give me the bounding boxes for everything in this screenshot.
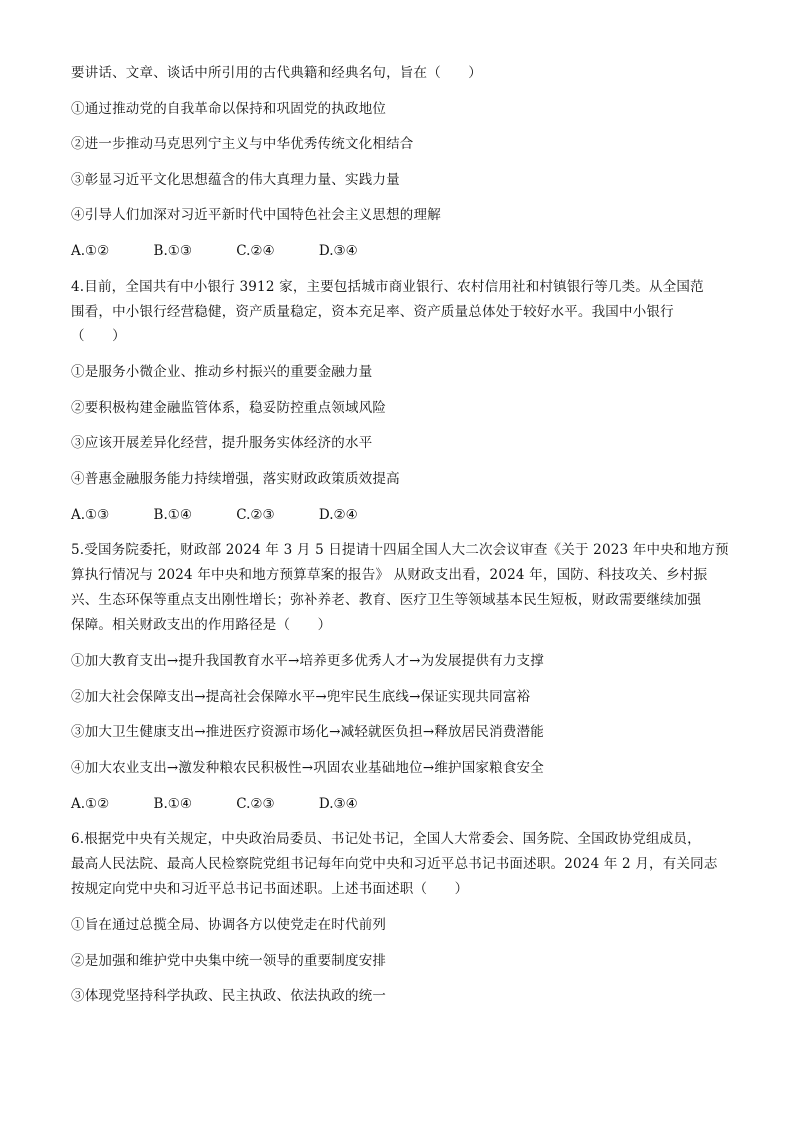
q4-item-2: ②要积极构建金融监管体系，稳妥防控重点领域风险 (71, 400, 387, 416)
q6-stem-line-3: 按规定向党中央和习近平总书记书面述职。上述书面述职（ ） (71, 881, 469, 897)
q6-item-3: ③体现党坚持科学执政、民主执政、依法执政的统一 (71, 988, 387, 1004)
q4-stem-line-3: （ ） (71, 328, 126, 344)
q3-item-2: ②进一步推动马克思列宁主义与中华优秀传统文化相结合 (71, 136, 414, 152)
q3-item-4: ④引导人们加深对习近平新时代中国特色社会主义思想的理解 (71, 207, 441, 223)
q4-option-c: C.②③ (236, 507, 275, 523)
q4-option-a: A.①③ (71, 507, 110, 523)
q6-item-2: ②是加强和维护党中央集中统一领导的重要制度安排 (71, 953, 387, 969)
q5-stem-line-4: 保障。相关财政支出的作用路径是（ ） (71, 617, 332, 633)
q5-option-c: C.②③ (236, 796, 275, 812)
q3-options (71, 242, 398, 260)
q5-stem-line-3: 兴、生态环保等重点支出刚性增长；弥补养老、教育、医疗卫生等领域基本民生短板，财政需要继续加强 (71, 592, 702, 608)
q4-option-b: B.①④ (153, 507, 192, 523)
q4-option-d: D.②④ (318, 507, 358, 523)
q4-options (71, 506, 398, 524)
q6-item-1: ①旨在通过总揽全局、协调各方以使党走在时代前列 (71, 917, 387, 933)
q4-stem-line-2: 围看，中小银行经营稳健，资产质量稳定，资本充足率、资产质量总体处于较好水平。我国中小银行 (71, 304, 674, 320)
q4-stem-line-1: 4.目前，全国共有中小银行 3912 家，主要包括城市商业银行、农村信用社和村镇银行等几类。从全国范 (71, 279, 704, 295)
q5-item-1: ①加大教育支出→提升我国教育水平→培养更多优秀人才→为发展提供有力支撑 (71, 653, 544, 669)
q5-item-3: ③加大卫生健康支出→推进医疗资源市场化→减轻就医负担→释放居民消费潜能 (71, 724, 544, 740)
q3-item-1: ①通过推动党的自我革命以保持和巩固党的执政地位 (71, 101, 387, 117)
q3-option-b: B.①③ (153, 243, 192, 259)
q4-item-4: ④普惠金融服务能力持续增强，落实财政政策质效提高 (71, 471, 400, 487)
q5-options (71, 795, 398, 813)
q6-stem-line-2: 最高人民法院、最高人民检察院党组书记每年向党中央和习近平总书记书面述职。2024 年 2 月，有关同志 (71, 856, 718, 872)
q3-option-c: C.②④ (236, 243, 275, 259)
q5-item-2: ②加大社会保障支出→提高社会保障水平→兜牢民生底线→保证实现共同富裕 (71, 689, 531, 705)
q5-option-a: A.①② (71, 796, 110, 812)
q3-option-a: A.①② (71, 243, 110, 259)
q4-item-3: ③应该开展差异化经营，提升服务实体经济的水平 (71, 435, 373, 451)
q5-option-b: B.①④ (153, 796, 192, 812)
q6-stem-line-1: 6.根据党中央有关规定，中央政治局委员、书记处书记，全国人大常委会、国务院、全国政协党组成员， (71, 831, 701, 847)
q3-stem-line: 要讲话、文章、谈话中所引用的古代典籍和经典名句，旨在（ ） (71, 65, 482, 81)
q3-option-d: D.③④ (318, 243, 358, 259)
q3-item-3: ③彰显习近平文化思想蕴含的伟大真理力量、实践力量 (71, 172, 400, 188)
q5-option-d: D.③④ (318, 796, 358, 812)
q5-stem-line-1: 5.受国务院委托，财政部 2024 年 3 月 5 日提请十四届全国人大二次会议审查《关于 2023 年中央和地方预 (71, 542, 729, 558)
q5-stem-line-2: 算执行情况与 2024 年中央和地方预算草案的报告》 从财政支出看，2024 年，国防、科技攻关、乡村振 (71, 567, 708, 583)
q4-item-1: ①是服务小微企业、推动乡村振兴的重要金融力量 (71, 364, 373, 380)
q5-item-4: ④加大农业支出→激发种粮农民积极性→巩固农业基础地位→维护国家粮食安全 (71, 760, 544, 776)
